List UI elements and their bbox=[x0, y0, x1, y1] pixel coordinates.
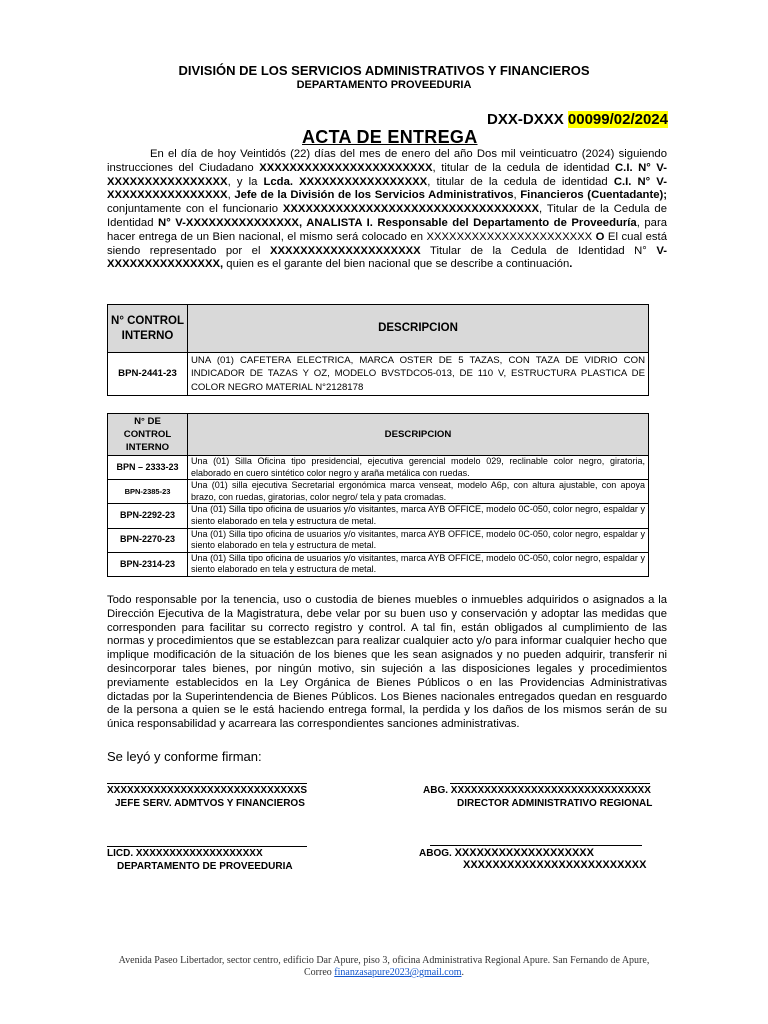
intro-run: . bbox=[569, 258, 573, 271]
footer-line-2 bbox=[0, 967, 768, 979]
intro-run: , titular de la cedula de identidad bbox=[427, 175, 614, 188]
table-row bbox=[108, 528, 649, 552]
intro-run: , Titular de la Cedula de Identidad bbox=[107, 203, 667, 229]
signature-2-name: ABG. XXXXXXXXXXXXXXXXXXXXXXXXXXXXXX bbox=[423, 785, 651, 796]
control-cell: BPN-2385-23 bbox=[108, 480, 188, 504]
header-control: N° DE CONTROL INTERNO bbox=[108, 414, 188, 456]
intro-run: V- XXXXXXXXXXXXXXX, bbox=[107, 244, 667, 271]
intro-run: El cual está siendo representado por el bbox=[107, 230, 667, 257]
signature-2-role: DIRECTOR ADMINISTRATIVO REGIONAL bbox=[457, 798, 653, 809]
description-cell: Una (01) Silla Oficina tipo presidencial, ejecutiva gerencial modelo 029, reclinable color negro, giratoria, elaborado en cuero sintético color negro y araña metálica con ruedas. bbox=[188, 456, 649, 480]
intro-paragraph bbox=[107, 148, 667, 272]
signature-3-name: LICD. XXXXXXXXXXXXXXXXXXX bbox=[107, 848, 263, 859]
intro-run: N° V-XXXXXXXXXXXXXXX, ANALISTA I. Responsable del Departamento de Proveeduría bbox=[158, 216, 637, 229]
signature-4-name bbox=[419, 847, 594, 859]
footer-email-link[interactable]: finanzasapure2023@gmail.com bbox=[334, 967, 462, 978]
intro-run: , para hacer entrega de un Bien nacional, el mismo será colocado en XXXXXXXXXXXXXXXXXXXXXX bbox=[107, 216, 667, 243]
responsibility-paragraph: Todo responsable por la tenencia, uso o custodia de bienes muebles o inmuebles adquiridos o asignados a la Dirección Ejecutiva de la Magistratura, debe velar por su buen uso y conservación y adoptar las medidas que corresponden para facilitar su correcto registro y control. A tal fin, están obligados al cumplimiento de las normas y procedimientos que se establezcan para realizar cualquier acto y/o para informar cualquier hecho que implique modificación de la situación de los bienes que les sean asignados y no pueden adquirir, transferir ni desincorporar tales bienes, por ningún motivo, sin sujeción a las disposiciones legales y procedimientos previamente establecidos en la Ley Orgánica de Bienes Públicos o en las Providencias Administrativas dictadas por la Superintendencia de Bienes Públicos. Los Bienes nacionales entregados quedan en resguardo de la persona a quien se le está haciendo entrega formal, la perdida y los daños de los mismos serán de su única responsabilidad y acarreara las correspondientes sanciones administrativas. bbox=[107, 594, 667, 731]
footer-address bbox=[0, 955, 768, 979]
intro-text bbox=[107, 148, 667, 272]
control-cell: BPN-2292-23 bbox=[108, 504, 188, 528]
signature-1-role: JEFE SERV. ADMTVOS Y FINANCIEROS bbox=[115, 798, 305, 809]
control-cell: BPN-2314-23 bbox=[108, 552, 188, 576]
document-title: ACTA DE ENTREGA bbox=[302, 127, 478, 147]
control-cell: BPN-2270-23 bbox=[108, 528, 188, 552]
signature-4-prefix: ABOG. bbox=[419, 848, 455, 859]
items-table-2 bbox=[107, 413, 649, 577]
signature-4-person: XXXXXXXXXXXXXXXXXXX bbox=[454, 847, 594, 859]
table-row bbox=[108, 552, 649, 576]
signature-3-role: DEPARTAMENTO DE PROVEEDURIA bbox=[117, 861, 293, 872]
division-header: DIVISIÓN DE LOS SERVICIOS ADMINISTRATIVOS Y FINANCIEROS bbox=[178, 63, 590, 78]
table-row bbox=[108, 504, 649, 528]
signature-line-3 bbox=[107, 846, 307, 847]
intro-run: quien es el garante del bien nacional que se describe a continuación bbox=[223, 258, 570, 271]
header-description: DESCRIPCION bbox=[188, 414, 649, 456]
intro-run: conjuntamente con el funcionario bbox=[107, 203, 283, 216]
signature-1-name: XXXXXXXXXXXXXXXXXXXXXXXXXXXXXS bbox=[107, 785, 308, 796]
table-row bbox=[108, 353, 649, 396]
intro-run: Jefe de la División de los Servicios Administrativos bbox=[234, 189, 514, 202]
footer-line-1: Avenida Paseo Libertador, sector centro, edificio Dar Apure, piso 3, oficina Administrativa Regional Apure. San Fernando de Apure, bbox=[118, 955, 650, 966]
table-row bbox=[108, 456, 649, 480]
intro-run: , y la bbox=[227, 175, 264, 188]
signoff-text: Se leyó y conforme firman: bbox=[107, 749, 262, 764]
document-code-prefix: DXX-DXXX bbox=[487, 111, 568, 128]
intro-run: XXXXXXXXXXXXXXXXXXXXXXX bbox=[259, 161, 433, 174]
signature-line-4 bbox=[430, 845, 642, 846]
description-cell: Una (01) Silla tipo oficina de usuarios y/o visitantes, marca AYB OFFICE, modelo 0C-050, color negro, espaldar y siento elaborado en tela y estructura de metal. bbox=[188, 504, 649, 528]
intro-run: C.I. N° V-XXXXXXXXXXXXXXXX bbox=[107, 161, 667, 188]
signature-line-2 bbox=[450, 783, 650, 784]
intro-run: En el día de hoy Veintidós (22) días del mes de enero del año Dos mil veinticuatro (2024) siguiendo instrucciones del Ciudadano bbox=[107, 148, 667, 174]
table-header-row bbox=[108, 414, 649, 456]
intro-run: O bbox=[595, 230, 605, 243]
header-description: DESCRIPCION bbox=[188, 305, 649, 353]
items-table-1 bbox=[107, 304, 649, 396]
intro-run: C.I. N° V-XXXXXXXXXXXXXXXX bbox=[107, 175, 667, 202]
description-cell: Una (01) silla ejecutiva Secretarial ergonómica marca venseat, modelo A6p, con altura ajustable, con apoya brazo, con ruedas, giratorias, color negro/ tela y pata cromadas. bbox=[188, 480, 649, 504]
document-code-number: 00099/02/2024 bbox=[567, 111, 668, 128]
description-cell: Una (01) Silla tipo oficina de usuarios y/o visitantes, marca AYB OFFICE, modelo 0C-050, color negro, espaldar y siento elaborado en tela y estructura de metal. bbox=[188, 552, 649, 576]
table-header-row bbox=[108, 305, 649, 353]
description-cell: UNA (01) CAFETERA ELECTRICA, MARCA OSTER DE 5 TAZAS, CON TAZA DE VIDRIO CON INDICADOR DE TAZAS Y OZ, MODELO BVSTDCO5-013, DE 110 V, ESTRUCTURA PLASTICA DE COLOR NEGRO MATERIAL N°2128178 bbox=[188, 353, 649, 396]
intro-run: Lcda. XXXXXXXXXXXXXXXXX bbox=[263, 175, 428, 188]
intro-run: XXXXXXXXXXXXXXXXXXXX bbox=[269, 244, 421, 257]
header-control: N° CONTROL INTERNO bbox=[108, 305, 188, 353]
table-row bbox=[108, 480, 649, 504]
intro-run: Titular de la Cedula de Identidad N° bbox=[420, 244, 657, 257]
description-cell: Una (01) Silla tipo oficina de usuarios y/o visitantes, marca AYB OFFICE, modelo 0C-050, color negro, espaldar y siento elaborado en tela y estructura de metal. bbox=[188, 528, 649, 552]
footer-email-suffix: . bbox=[461, 967, 464, 978]
signature-line-1 bbox=[107, 783, 307, 784]
intro-run: XXXXXXXXXXXXXXXXXXXXXXXXXXXXXXXXXX bbox=[282, 203, 540, 216]
signature-4-role: XXXXXXXXXXXXXXXXXXXXXXXXX bbox=[463, 859, 647, 871]
intro-run: Financieros (Cuentadante); bbox=[520, 189, 668, 202]
intro-run: , bbox=[227, 189, 235, 202]
intro-run: , bbox=[513, 189, 521, 202]
document-code bbox=[487, 111, 668, 128]
department-header: DEPARTAMENTO PROVEEDURIA bbox=[296, 79, 472, 91]
intro-run: , titular de la cedula de identidad bbox=[432, 161, 616, 174]
footer-email-label: Correo bbox=[303, 967, 335, 978]
control-cell: BPN – 2333-23 bbox=[108, 456, 188, 480]
control-cell: BPN-2441-23 bbox=[108, 353, 188, 396]
